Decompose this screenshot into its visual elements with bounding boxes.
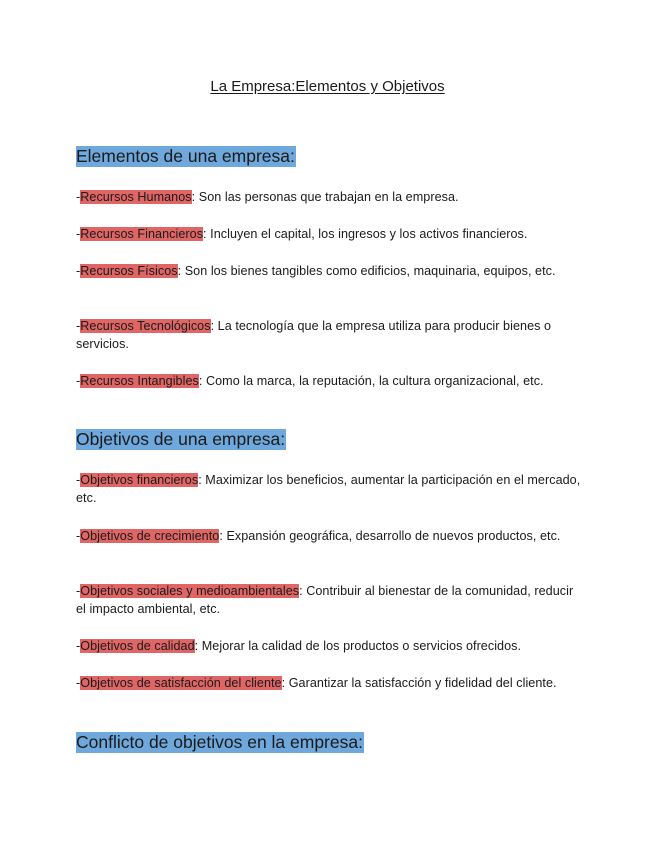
item-prefix: - — [76, 529, 81, 543]
heading-text: Objetivos de una empresa: — [76, 429, 286, 449]
item-prefix: - — [76, 639, 81, 653]
item-term: Objetivos financieros — [80, 473, 199, 487]
item-text: : Expansión geográfica, desarrollo de nuevos productos, etc. — [219, 529, 561, 543]
item-text: : Como la marca, la reputación, la cultura organizacional, etc. — [198, 374, 544, 388]
item-prefix: - — [76, 676, 81, 690]
item-term: Recursos Físicos — [80, 264, 178, 278]
item-term: Objetivos sociales y medioambientales — [80, 584, 300, 598]
section-heading-elementos — [76, 145, 296, 167]
item-text: : Garantizar la satisfacción y fidelidad del cliente. — [281, 676, 557, 690]
item-text: : Contribuir al bienestar de la comunidad, reducir el impacto ambiental, etc. — [76, 584, 574, 616]
list-item — [76, 225, 581, 243]
item-prefix: - — [76, 319, 81, 333]
list-item — [76, 372, 581, 390]
item-term: Objetivos de satisfacción del cliente — [80, 676, 282, 690]
list-item — [76, 674, 581, 692]
list-item — [76, 637, 581, 655]
list-item — [76, 188, 581, 206]
item-text: : Maximizar los beneficios, aumentar la participación en el mercado, etc. — [76, 473, 581, 505]
list-item — [76, 317, 581, 353]
list-item — [76, 471, 581, 507]
list-item — [76, 262, 581, 280]
list-item — [76, 582, 581, 618]
item-prefix: - — [76, 190, 81, 204]
item-term: Recursos Financieros — [80, 227, 204, 241]
item-prefix: - — [76, 264, 81, 278]
item-text: : Incluyen el capital, los ingresos y los activos financieros. — [203, 227, 528, 241]
item-term: Objetivos de calidad — [80, 639, 195, 653]
item-term: Recursos Tecnológicos — [80, 319, 211, 333]
item-text: : Mejorar la calidad de los productos o servicios ofrecidos. — [194, 639, 522, 653]
item-term: Recursos Intangibles — [80, 374, 199, 388]
section-heading-conflicto — [76, 731, 364, 753]
section-heading-objetivos — [76, 428, 286, 450]
list-item — [76, 527, 581, 545]
document-title: La Empresa:Elementos y Objetivos — [210, 78, 445, 95]
item-prefix: - — [76, 227, 81, 241]
item-prefix: - — [76, 584, 81, 598]
heading-text: Conflicto de objetivos en la empresa: — [76, 732, 363, 752]
item-term: Objetivos de crecimiento — [80, 529, 220, 543]
item-prefix: - — [76, 374, 81, 388]
heading-text: Elementos de una empresa: — [76, 146, 295, 166]
item-prefix: - — [76, 473, 81, 487]
item-text: : Son las personas que trabajan en la empresa. — [191, 190, 459, 204]
item-text: : La tecnología que la empresa utiliza para producir bienes o servicios. — [76, 319, 552, 351]
item-text: : Son los bienes tangibles como edificios, maquinaria, equipos, etc. — [177, 264, 556, 278]
item-term: Recursos Humanos — [80, 190, 192, 204]
